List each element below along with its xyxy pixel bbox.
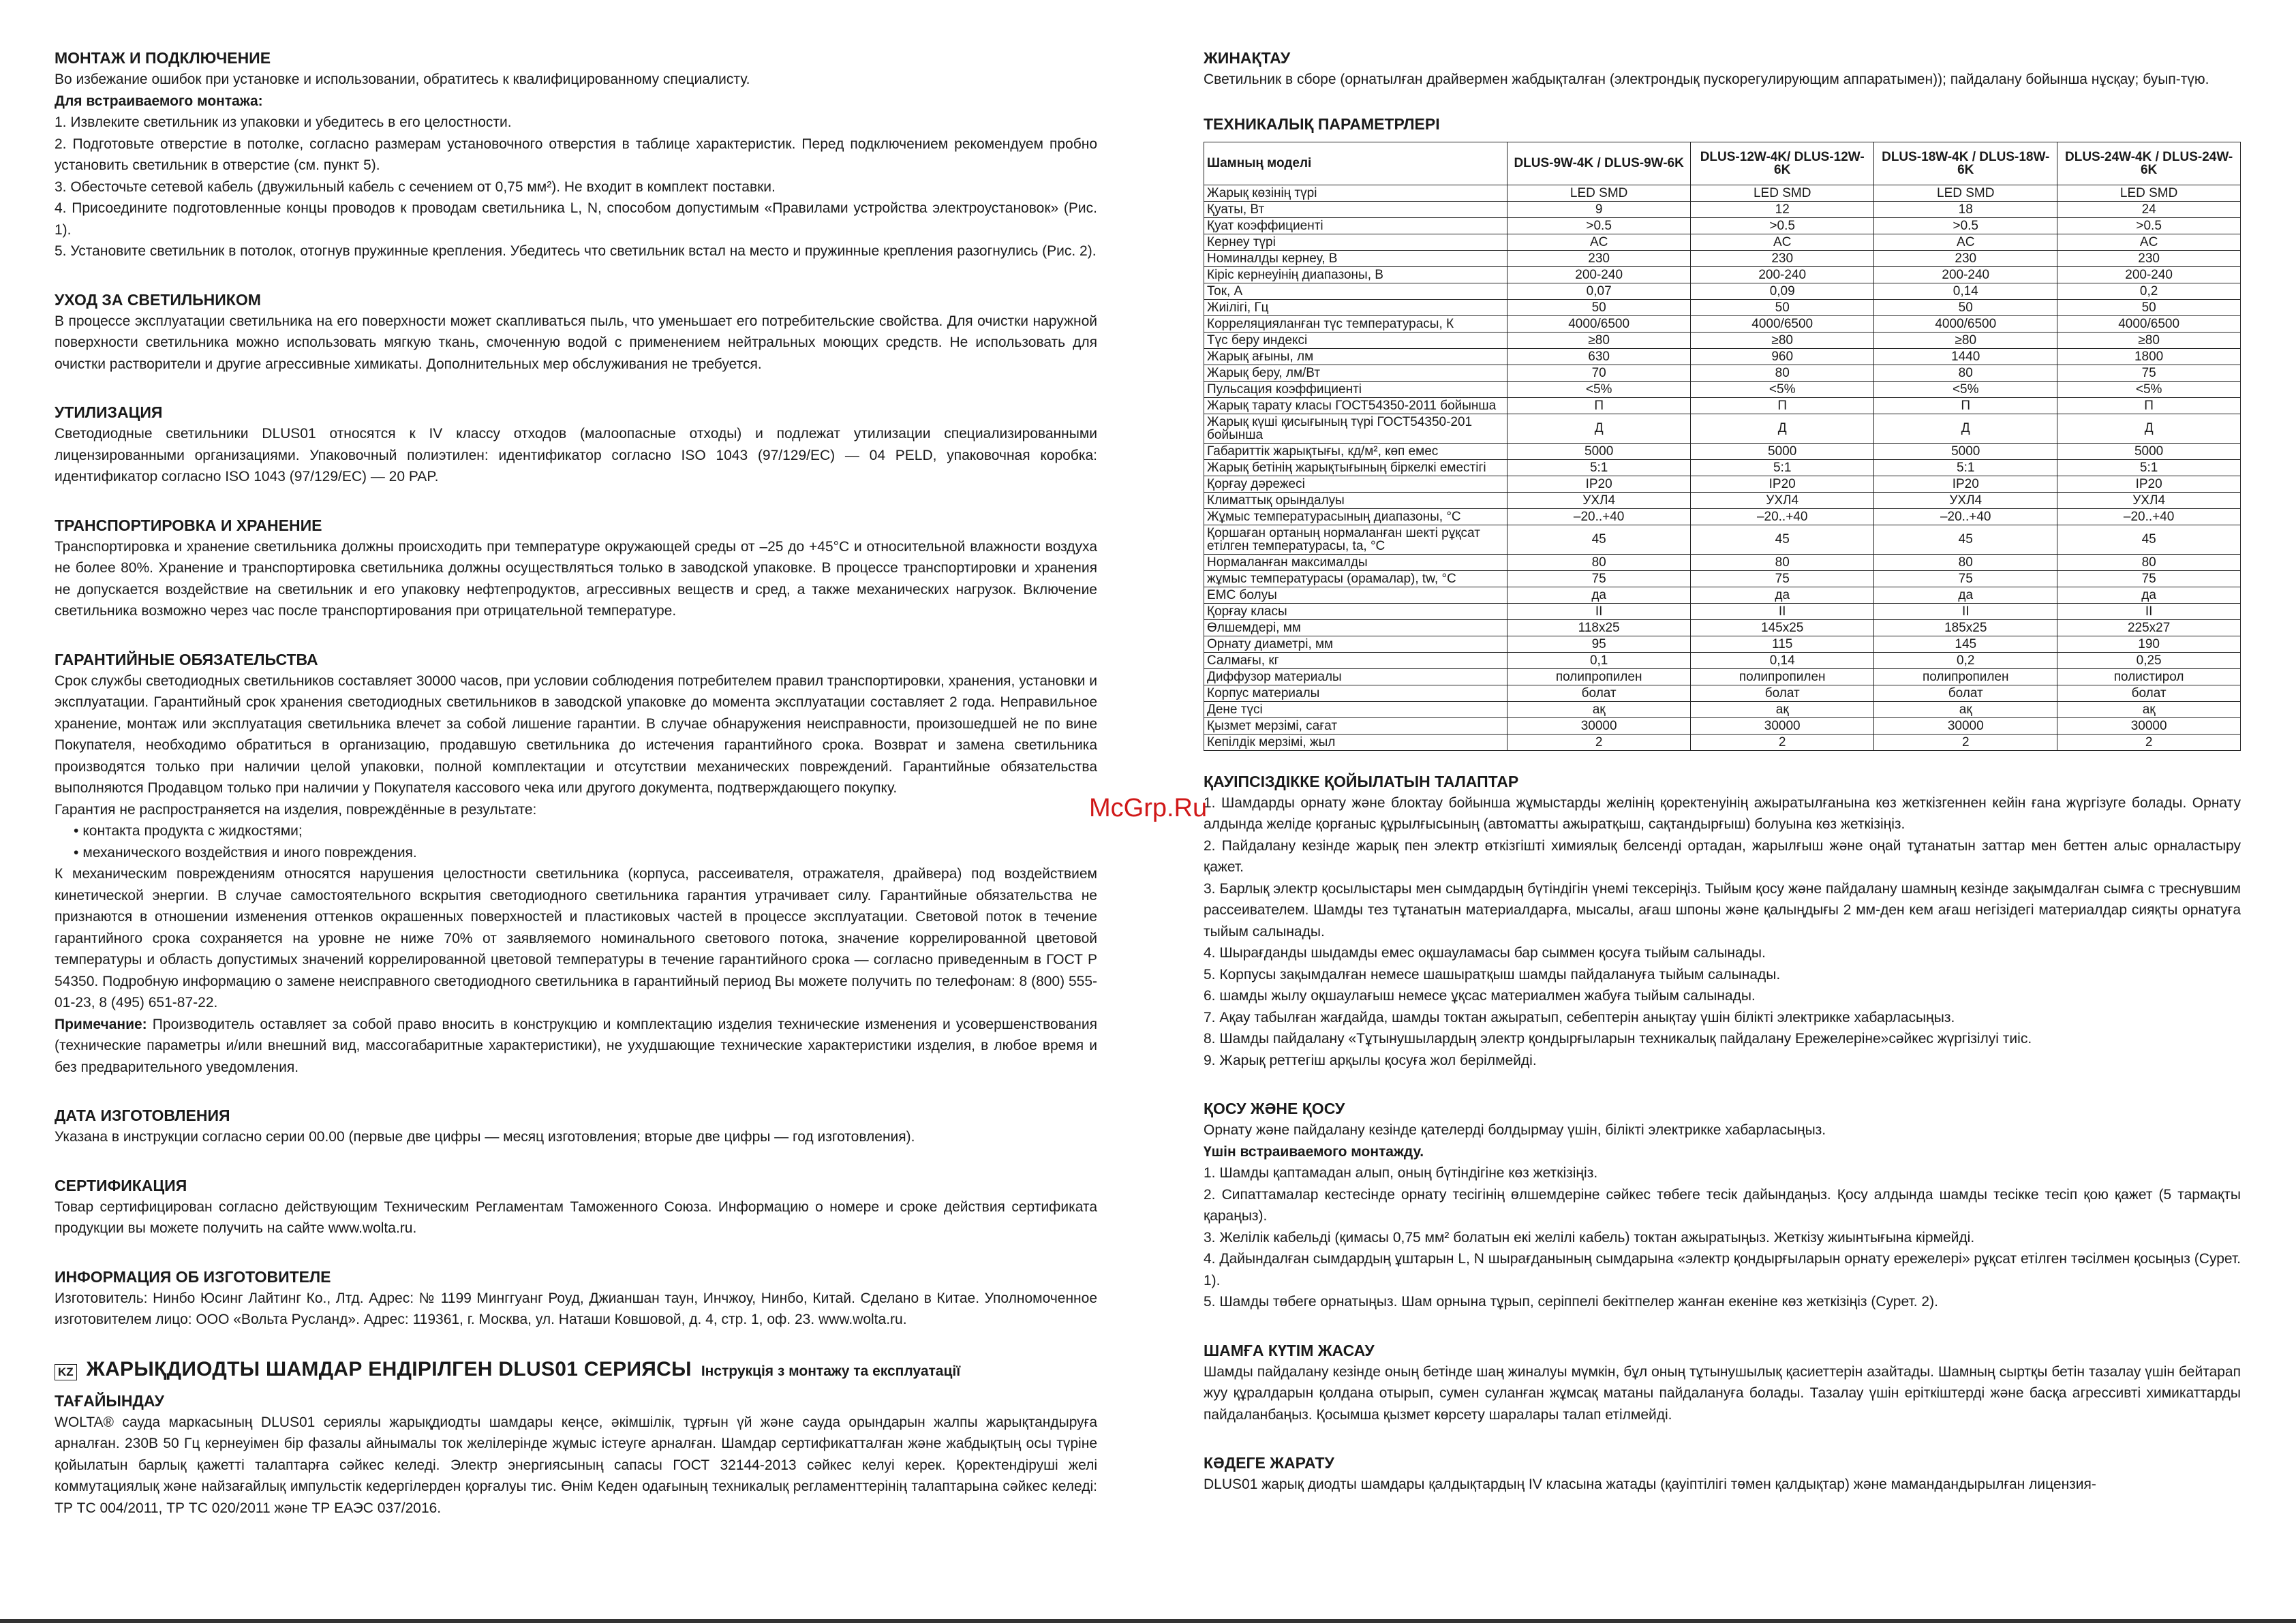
param-value-cell: 75 — [1691, 570, 1874, 587]
param-name-cell: Жарық тарату класы ГОСТ54350-2011 бойынша — [1204, 397, 1507, 414]
param-value-cell: <5% — [2057, 381, 2241, 397]
left-sections — [55, 48, 1097, 1331]
param-value-cell: 30000 — [2057, 717, 2241, 734]
param-value-cell: 2 — [1691, 734, 1874, 750]
param-value-cell: 5:1 — [1874, 459, 2057, 476]
paragraph: Указана в инструкции согласно серии 00.00 (первые две цифры — месяц изготовления; вторые две цифры — год изготовления). — [55, 1129, 915, 1145]
section — [1204, 1340, 2241, 1426]
table-row — [1204, 348, 2241, 365]
paragraph: 4. Присоедините подготовленные концы проводов к проводам светильника L, N, способом допустимым «Правилами устройства электроустановок» (Рис. 1). — [55, 200, 1097, 238]
section — [55, 290, 1097, 375]
param-value-cell: УХЛ4 — [1691, 492, 1874, 508]
param-name-cell: Түс беру индексі — [1204, 332, 1507, 348]
subheading: Үшін встраиваемого монтажду. — [1204, 1143, 1424, 1160]
param-value-cell: 5:1 — [1691, 459, 1874, 476]
param-value-cell: ≥80 — [2057, 332, 2241, 348]
section-title: ТРАНСПОРТИРОВКА И ХРАНЕНИЕ — [55, 516, 322, 534]
kz-badge: KZ — [55, 1364, 77, 1380]
param-value-cell: ≥80 — [1691, 332, 1874, 348]
param-value-cell: да — [1874, 587, 2057, 603]
table-row — [1204, 668, 2241, 685]
param-value-cell: 0,14 — [1874, 283, 2057, 299]
param-value-cell: полипропилен — [1874, 668, 2057, 685]
spec-table — [1204, 142, 2241, 751]
bullet-item: • механического воздействия и иного повреждения. — [74, 842, 1097, 864]
param-value-cell: 45 — [1691, 525, 1874, 554]
paragraph: Во избежание ошибок при установке и использовании, обратитесь к квалифицированному специалисту. — [55, 72, 750, 87]
param-name-cell: Жарық бетінің жарықтығының біркелкі еместігі — [1204, 459, 1507, 476]
param-value-cell: 80 — [1507, 554, 1691, 570]
table-row — [1204, 525, 2241, 554]
param-value-cell: 230 — [1874, 250, 2057, 266]
table-row — [1204, 250, 2241, 266]
param-value-cell: 80 — [1874, 554, 2057, 570]
param-name-cell: Кіріс кернеуінің диапазоны, В — [1204, 266, 1507, 283]
spec-table-header — [1204, 142, 2241, 185]
header-cell: DLUS-9W-4K / DLUS-9W-6K — [1507, 142, 1691, 185]
param-value-cell: болат — [1507, 685, 1691, 701]
param-name-cell: Жиілігі, Гц — [1204, 299, 1507, 315]
section — [55, 649, 1097, 1079]
section — [55, 1175, 1097, 1239]
param-value-cell: –20..+40 — [1691, 508, 1874, 525]
paragraph: 7. Ақау табылған жағдайда, шамды токтан ажыратып, себептерін анықтау үшін білікті электрикке хабарласыңыз. — [1204, 1009, 1955, 1025]
paragraph: DLUS01 жарық диодты шамдары қалдықтардың IV класына жатады (қауіптілігі төмен қалдықтар) және мамандандырылған лицензия- — [1204, 1477, 2096, 1492]
param-name-cell: Ток, А — [1204, 283, 1507, 299]
table-row — [1204, 492, 2241, 508]
param-value-cell: LED SMD — [1691, 185, 1874, 201]
section — [55, 1391, 1097, 1519]
param-value-cell: П — [1507, 397, 1691, 414]
table-row — [1204, 701, 2241, 717]
spec-table-body — [1204, 185, 2241, 750]
section-title: УХОД ЗА СВЕТИЛЬНИКОМ — [55, 290, 261, 309]
param-value-cell: LED SMD — [2057, 185, 2241, 201]
table-row — [1204, 459, 2241, 476]
param-value-cell: 0,2 — [1874, 652, 2057, 668]
param-name-cell: Қуат коэффициенті — [1204, 217, 1507, 234]
table-row — [1204, 508, 2241, 525]
header-cell: Шамның моделі — [1204, 142, 1507, 185]
table-row — [1204, 332, 2241, 348]
param-value-cell: AC — [1874, 234, 2057, 250]
header-cell: DLUS-24W-4K / DLUS-24W-6K — [2057, 142, 2241, 185]
table-row — [1204, 299, 2241, 315]
param-value-cell: 115 — [1691, 636, 1874, 652]
section-title: ИНФОРМАЦИЯ ОБ ИЗГОТОВИТЕЛЕ — [55, 1267, 331, 1286]
param-value-cell: 45 — [1874, 525, 2057, 554]
param-value-cell: Д — [2057, 414, 2241, 443]
param-value-cell: >0.5 — [2057, 217, 2241, 234]
param-name-cell: Орнату диаметрі, мм — [1204, 636, 1507, 652]
param-value-cell: 30000 — [1691, 717, 1874, 734]
table-row — [1204, 185, 2241, 201]
param-value-cell: 2 — [1874, 734, 2057, 750]
param-value-cell: 95 — [1507, 636, 1691, 652]
param-value-cell: 225x27 — [2057, 619, 2241, 636]
param-value-cell: 5000 — [2057, 443, 2241, 459]
param-value-cell: да — [1507, 587, 1691, 603]
paragraph: Изготовитель: Нинбо Юсинг Лайтинг Ко., Лтд. Адрес: № 1199 Минггуанг Роуд, Джианшан таун, Инчжоу, Нинбо, Китай. Сделано в Китае. Уполномоченное изготовителем лицо: ООО «Вольта Руcланд». Адрес: 119361, г. Москва, ул. Наташи Ковшовой, д. 4, стр. 1, оф. 23. www.wolta.ru. — [55, 1290, 1097, 1327]
param-value-cell: IP20 — [1691, 476, 1874, 492]
table-row — [1204, 266, 2241, 283]
paragraph: Шамды пайдалану кезінде оның бетінде шаң жиналуы мүмкін, бұл оның тұтынушылық қасиеттерін азайтады. Шамның сыртқы бетін тазалау үшін бейтарап жуу құралдарын қолдана отырып, сумен суланған жұмсақ матаны пайдалануға болады. Тазалау үшін еріткіштерді және басқа агрессивті химикаттарды пайдаланбаңыз. Қосымша қызмет көрсету шаралары талап етілмейді. — [1204, 1363, 2241, 1423]
paragraph: WOLTA® сауда маркасының DLUS01 сериялы жарықдиодты шамдары кеңсе, әкімшілік, тұрғын үй және сауда орындарын жалпы жарықтандыруға арналған. 230В 50 Гц кернеуімен бір фазалы айнымалы ток желілерінде жұмыс істеуге арналған. Шамдар сертификатталған және жабдықтың осы түріне қойылатын барлық қажетті талаптарға сәйкес келеді. Электр энергиясының сапасы ГОСТ 32144-2013 сәйкес келуі керек. Қоректендіруші желі коммутациялық және найзағайлық импульстік кедергілерден қорғалуы тис. Өнім Кеден одағының техникалық регламенттерінің талаптарына сәйкес келеді: ТР ТС 004/2011, ТР ТС 020/2011 және ТР ЕАЭС 037/2016. — [55, 1414, 1097, 1516]
param-value-cell: LED SMD — [1874, 185, 2057, 201]
kz-title: ЖАРЫҚДИОДТЫ ШАМДАР ЕНДІРІЛГЕН DLUS01 СЕРИЯСЫ — [86, 1357, 692, 1380]
table-title: ТЕХНИКАЛЫҚ ПАРАМЕТРЛЕРІ — [1204, 114, 1440, 133]
param-value-cell: AC — [1507, 234, 1691, 250]
section-title: МОНТАЖ И ПОДКЛЮЧЕНИЕ — [55, 49, 271, 67]
param-value-cell: 24 — [2057, 201, 2241, 217]
param-value-cell: 5000 — [1507, 443, 1691, 459]
param-name-cell: Қорғау класы — [1204, 603, 1507, 619]
table-row — [1204, 554, 2241, 570]
param-name-cell: Қуаты, Вт — [1204, 201, 1507, 217]
param-value-cell: >0.5 — [1507, 217, 1691, 234]
param-value-cell: 30000 — [1874, 717, 2057, 734]
param-value-cell: 4000/6500 — [1874, 315, 2057, 332]
param-value-cell: ақ — [1691, 701, 1874, 717]
paragraph: 4. Дайындалған сымдардың ұштарын L, N шырағданының сымдарына «электр қондырғыларын орнату ережелері» рұқсат етілген тәсілмен қосыңыз (Сурет. 1). — [1204, 1251, 2241, 1288]
header-cell: DLUS-12W-4K/ DLUS-12W-6K — [1691, 142, 1874, 185]
param-value-cell: 80 — [1691, 554, 1874, 570]
param-value-cell: II — [1691, 603, 1874, 619]
param-name-cell: Кернеу түрі — [1204, 234, 1507, 250]
param-name-cell: Климаттық орындалуы — [1204, 492, 1507, 508]
section-title: СЕРТИФИКАЦИЯ — [55, 1176, 187, 1194]
param-value-cell: 80 — [2057, 554, 2241, 570]
param-value-cell: 50 — [1691, 299, 1874, 315]
section — [55, 515, 1097, 622]
paragraph: Срок службы светодиодных светильников составляет 30000 часов, при условии соблюдения потребителем правил транспортировки, хранения, установки и эксплуатации. Гарантийный срок хранения светодиодных светильников в заводской упаковке до момента эксплуатации составляет 2 года. Неправильное хранение, монтаж или эксплуатация светильника влечет за собой лишение гарантии. В случае обнаружения неисправности, произошедшей не по вине Покупателя, необходимо обратиться в организацию, продавшую светильника до истечения гарантийного срока. Возврат и замена светильника производятся только при наличии целой упаковки, полной комплектации и отсутствии механических повреждений. Гарантийные обязательства выполняются Продавцом только при наличии у Покупателя кассового чека или другого документа, подтверждающего покупку. — [55, 673, 1097, 796]
section-title: ТАҒАЙЫНДАУ — [55, 1391, 164, 1410]
param-value-cell: ≥80 — [1507, 332, 1691, 348]
param-value-cell: 12 — [1691, 201, 1874, 217]
param-value-cell: 4000/6500 — [2057, 315, 2241, 332]
param-value-cell: 118x25 — [1507, 619, 1691, 636]
param-value-cell: 1440 — [1874, 348, 2057, 365]
param-value-cell: 200-240 — [1691, 266, 1874, 283]
table-row — [1204, 603, 2241, 619]
section — [55, 1267, 1097, 1331]
param-value-cell: болат — [2057, 685, 2241, 701]
param-name-cell: Дене түсі — [1204, 701, 1507, 717]
param-value-cell: >0.5 — [1691, 217, 1874, 234]
table-row — [1204, 685, 2241, 701]
param-value-cell: II — [1874, 603, 2057, 619]
param-value-cell: 0,1 — [1507, 652, 1691, 668]
note-text: Производитель оставляет за собой право вносить в конструкцию и комплектацию изделия технические изменения и усовершенствования (технические параметры и/или внешний вид, массогабаритные характеристики), не ухудшающие технические характеристики изделия, в любое время и без предварительного уведомления. — [55, 1016, 1097, 1075]
paragraph: 1. Извлеките светильник из упаковки и убедитесь в его целостности. — [55, 114, 512, 130]
param-value-cell: 2 — [1507, 734, 1691, 750]
param-name-cell: Номиналды кернеу, В — [1204, 250, 1507, 266]
param-value-cell: 5000 — [1691, 443, 1874, 459]
param-value-cell: <5% — [1691, 381, 1874, 397]
watermark: McGrp.Ru — [1089, 794, 1208, 822]
paragraph: К механическим повреждениям относятся нарушения целостности светильника (корпуса, рассеивателя, отражателя, драйвера) под воздействием кинетической энергии. В случае самостоятельного вскрытия светодиодного светильника гарантия утрачивает силу. Гарантийные обязательства не признаются в отношении изменения оттенков окрашенных поверхностей и пластиковых частей в процессе эксплуатации. Световой поток в течение гарантийного срока сохраняется на уровне не ниже 70% от заявляемого номинального светового потока, значение коррелированной цветовой температуры и область допустимых значений коррелированной цветовой температуры в течение гарантийного срока — согласно приведенным в ГОСТ Р 54350. Подробную информацию о замене неисправного светодиодного светильника в гарантийный период Вы можете получить по телефонам: 8 (800) 555-01-23, 8 (495) 651-87-22. — [55, 866, 1097, 1010]
kz-header — [55, 1358, 1097, 1381]
table-row — [1204, 381, 2241, 397]
table-row — [1204, 476, 2241, 492]
paragraph: 2. Подготовьте отверстие в потолке, согласно размерам установочного отверстия в таблице характеристик. Перед подключением рекомендуем пробно установить светильник в отверстие (см. пункт 5). — [55, 136, 1097, 173]
param-name-cell: ЕМС болуы — [1204, 587, 1507, 603]
paragraph: 4. Шырағданды шыдамды емес оқшауламасы бар сыммен қосуға тыйым салынады. — [1204, 945, 1766, 961]
param-value-cell: полипропилен — [1507, 668, 1691, 685]
param-value-cell: 50 — [1874, 299, 2057, 315]
param-value-cell: 5:1 — [1507, 459, 1691, 476]
right-sections — [1204, 771, 2241, 1496]
param-value-cell: 200-240 — [1507, 266, 1691, 283]
section-title: ЖИНАҚТАУ — [1204, 49, 1291, 67]
param-value-cell: полипропилен — [1691, 668, 1874, 685]
section-title: ШАМҒА КҮТІМ ЖАСАУ — [1204, 1341, 1375, 1359]
section-title: УТИЛИЗАЦИЯ — [55, 403, 163, 421]
param-value-cell: болат — [1691, 685, 1874, 701]
param-value-cell: 230 — [2057, 250, 2241, 266]
param-value-cell: IP20 — [2057, 476, 2241, 492]
param-value-cell: II — [2057, 603, 2241, 619]
paragraph: 9. Жарық реттегіш арқылы қосуға жол берілмейді. — [1204, 1052, 1537, 1068]
subheading: Для встраиваемого монтажа: — [55, 93, 263, 109]
section — [1204, 1098, 2241, 1313]
param-value-cell: 50 — [1507, 299, 1691, 315]
param-value-cell: –20..+40 — [2057, 508, 2241, 525]
table-row — [1204, 570, 2241, 587]
param-value-cell: 4000/6500 — [1691, 315, 1874, 332]
table-row — [1204, 443, 2241, 459]
table-row — [1204, 234, 2241, 250]
param-value-cell: IP20 — [1507, 476, 1691, 492]
section-title: ҚОСУ ЖӘНЕ ҚОСУ — [1204, 1100, 1345, 1117]
table-row — [1204, 619, 2241, 636]
param-value-cell: 0,2 — [2057, 283, 2241, 299]
param-value-cell: AC — [2057, 234, 2241, 250]
param-value-cell: 630 — [1507, 348, 1691, 365]
table-row — [1204, 587, 2241, 603]
section — [55, 402, 1097, 488]
paragraph: 5. Установите светильник в потолок, отогнув пружинные крепления. Убедитесь что светильник встал на место и пружинные крепления разогнулись (Рис. 2). — [55, 243, 1097, 259]
param-value-cell: полистирол — [2057, 668, 2241, 685]
right-column — [1204, 48, 2241, 1523]
param-value-cell: 75 — [2057, 570, 2241, 587]
note-paragraph — [55, 1014, 1097, 1079]
paragraph: 3. Обесточьте сетевой кабель (двужильный кабель с сечением от 0,75 мм²). Не входит в комплект поставки. — [55, 179, 776, 195]
param-value-cell: 80 — [1874, 365, 2057, 381]
table-row — [1204, 365, 2241, 381]
param-value-cell: 30000 — [1507, 717, 1691, 734]
section-title: ДАТА ИЗГОТОВЛЕНИЯ — [55, 1107, 230, 1124]
param-value-cell: 200-240 — [2057, 266, 2241, 283]
param-name-cell: Диффузор материалы — [1204, 668, 1507, 685]
kz-sections — [55, 1391, 1097, 1519]
section — [55, 48, 1097, 262]
param-value-cell: 0,25 — [2057, 652, 2241, 668]
param-name-cell: Қоршаған ортаның нормаланған шекті рұқсат етілген температурасы, ta, °С — [1204, 525, 1507, 554]
section-title: ГАРАНТИЙНЫЕ ОБЯЗАТЕЛЬСТВА — [55, 650, 318, 668]
param-name-cell: Салмағы, кг — [1204, 652, 1507, 668]
param-value-cell: болат — [1874, 685, 2057, 701]
paragraph: 5. Шамды төбеге орнатыңыз. Шам орнына тұрып, серіппелі бекітпелер жанған екеніне көз жеткізіңіз (Сурет. 2). — [1204, 1294, 1938, 1310]
param-value-cell: 1800 — [2057, 348, 2241, 365]
param-value-cell: –20..+40 — [1507, 508, 1691, 525]
param-value-cell: 75 — [1874, 570, 2057, 587]
left-column — [55, 48, 1097, 1546]
paragraph: Транспортировка и хранение светильника должны происходить при температуре окружающей среды от –25 до +45°C и относительной влажности воздуха не более 80%. Хранение и транспортировка светильника должны осуществляться только в заводской упаковке. В процессе транспортировки и хранения не допускается воздействие на светильник и его упаковку нефтепродуктов, агрессивных веществ и сред, а также механических нагрузок. Включение светильника возможно через час после транспортирования при отрицательной температуре. — [55, 538, 1097, 619]
paragraph: 2. Сипаттамалар кестесінде орнату тесігінің өлшемдеріне сәйкес төбеге тесік дайындаңыз. Қосу алдында шамды тесікке тесіп қою қажет (5 тармақты қараңыз). — [1204, 1186, 2241, 1224]
param-name-cell: Өлшемдері, мм — [1204, 619, 1507, 636]
param-value-cell: 145x25 — [1691, 619, 1874, 636]
table-row — [1204, 734, 2241, 750]
param-value-cell: 960 — [1691, 348, 1874, 365]
param-name-cell: жұмыс температурасы (орамалар), tw, °С — [1204, 570, 1507, 587]
param-value-cell: ақ — [1874, 701, 2057, 717]
param-value-cell: 45 — [2057, 525, 2241, 554]
paragraph: 8. Шамды пайдалану «Тұтынушылардың электр қондырғыларын техникалық пайдалану Ережелеріне»сәйкес жүргізілуі тиіс. — [1204, 1031, 2032, 1047]
table-row — [1204, 636, 2241, 652]
header-cell: DLUS-18W-4K / DLUS-18W-6K — [1874, 142, 2057, 185]
section — [55, 1105, 1097, 1148]
param-name-cell: Қызмет мерзімі, сағат — [1204, 717, 1507, 734]
param-value-cell: 0,07 — [1507, 283, 1691, 299]
paragraph: 2. Пайдалану кезінде жарық пен электр өткізгішті химиялық белсенді ортадан, жарылғыш және оңай тұтанатын заттар мен беттен алыс орналастыру қажет. — [1204, 837, 2241, 875]
param-value-cell: 230 — [1691, 250, 1874, 266]
table-row — [1204, 717, 2241, 734]
paragraph: 5. Корпусы зақымдалған немесе шашыратқыш шамды пайдалануға тыйым салынады. — [1204, 966, 1781, 983]
param-name-cell: Нормаланған максималды — [1204, 554, 1507, 570]
param-value-cell: 190 — [2057, 636, 2241, 652]
table-row — [1204, 397, 2241, 414]
bullet-item: • контакта продукта с жидкостями; — [74, 820, 1097, 842]
param-value-cell: 50 — [2057, 299, 2241, 315]
param-value-cell: да — [2057, 587, 2241, 603]
param-value-cell: УХЛ4 — [1507, 492, 1691, 508]
table-row — [1204, 283, 2241, 299]
param-value-cell: 2 — [2057, 734, 2241, 750]
param-name-cell: Жұмыс температурасының диапазоны, °С — [1204, 508, 1507, 525]
param-name-cell: Пульсация коэффициенті — [1204, 381, 1507, 397]
kz-subtitle: Інструкція з монтажу та експлуатації — [701, 1363, 961, 1379]
param-value-cell: П — [1874, 397, 2057, 414]
param-value-cell: УХЛ4 — [1874, 492, 2057, 508]
paragraph: 1. Шамдарды орнату және блоктау бойынша жұмыстарды желінің қоректенуінің ажыратылғанына көз жеткізгеннен кейін ғана жүргізуге болады. Орнату алдында желіде қорғаныс құрылғысының (автоматты ажыратқыш, сақтандырғыш) болуына көз жеткізіңіз. — [1204, 794, 2241, 832]
param-value-cell: ≥80 — [1874, 332, 2057, 348]
param-value-cell: да — [1691, 587, 1874, 603]
param-name-cell: Жарық күші қисығының түрі ГОСТ54350-201 бойынша — [1204, 414, 1507, 443]
param-value-cell: 45 — [1507, 525, 1691, 554]
paragraph: В процессе эксплуатации светильника на его поверхности может скапливаться пыль, что уменьшает его потребительские свойства. Для очистки наружной поверхности светильника можно использовать мягкую ткань, смоченную водой с применением нейтральных моющих средств. Не использовать для очистки растворители и другие агрессивные химикаты. Дополнительных мер обслуживания не требуется. — [55, 313, 1097, 372]
param-value-cell: 145 — [1874, 636, 2057, 652]
param-value-cell: 4000/6500 — [1507, 315, 1691, 332]
param-value-cell: П — [2057, 397, 2241, 414]
section-title: ҚАУІПСІЗДІККЕ ҚОЙЫЛАТЫН ТАЛАПТАР — [1204, 772, 1519, 790]
param-value-cell: IP20 — [1874, 476, 2057, 492]
param-name-cell: Жарық беру, лм/Вт — [1204, 365, 1507, 381]
param-name-cell: Корпус материалы — [1204, 685, 1507, 701]
param-name-cell: Жарық көзінің түрі — [1204, 185, 1507, 201]
table-row — [1204, 414, 2241, 443]
param-value-cell: 0,14 — [1691, 652, 1874, 668]
table-row — [1204, 217, 2241, 234]
section-zhinaktau — [1204, 48, 2241, 91]
param-value-cell: 75 — [2057, 365, 2241, 381]
param-value-cell: Д — [1507, 414, 1691, 443]
param-value-cell: AC — [1691, 234, 1874, 250]
param-value-cell: 80 — [1691, 365, 1874, 381]
param-value-cell: ақ — [2057, 701, 2241, 717]
param-name-cell: Кепілдік мерзімі, жыл — [1204, 734, 1507, 750]
param-value-cell: Д — [1691, 414, 1874, 443]
param-value-cell: –20..+40 — [1874, 508, 2057, 525]
page-bottom-edge — [0, 1619, 2296, 1623]
table-row — [1204, 315, 2241, 332]
param-value-cell: 0,09 — [1691, 283, 1874, 299]
table-row — [1204, 201, 2241, 217]
param-value-cell: LED SMD — [1507, 185, 1691, 201]
section — [1204, 1453, 2241, 1496]
section-title: КӘДЕГЕ ЖАРАТУ — [1204, 1454, 1334, 1472]
param-name-cell: Қорғау дәрежесі — [1204, 476, 1507, 492]
param-value-cell: 5:1 — [2057, 459, 2241, 476]
param-value-cell: УХЛ4 — [2057, 492, 2241, 508]
paragraph: 6. шамды жылу оқшаулағыш немесе ұқсас материалмен жабуға тыйым салынады. — [1204, 988, 1756, 1004]
param-value-cell: <5% — [1507, 381, 1691, 397]
paragraph: 3. Желілік кабельді (қимасы 0,75 мм² болатын екі желілі кабель) токтан ажыратыңыз. Жеткізу жиынтығына кірмейді. — [1204, 1229, 1975, 1246]
paragraph: Орнату және пайдалану кезінде қателерді болдырмау үшін, білікті электрикке хабарласыңыз. — [1204, 1122, 1826, 1138]
param-name-cell: Корреляцияланған түс температурасы, К — [1204, 315, 1507, 332]
paragraph: Светодиодные светильники DLUS01 относятся к IV классу отходов (малоопасные отходы) и подлежат утилизации специализированными лицензированными организациями. Упаковочный полиэтилен: идентификатор согласно ISO 1043 (97/129/EC) — 04 PELD, упаковочная коробка: идентификатор согласно ISO 1043 (97/129/EC) — 20 PAP. — [55, 426, 1097, 484]
section-text: Светильник в сборе (орнатылған драйвермен жабдықталған (электрондық пускорегулирующим аппаратымен)); пайдалану бойынша нұсқау; буып-түю. — [1204, 72, 2209, 87]
param-name-cell: Жарық ағыны, лм — [1204, 348, 1507, 365]
note-label: Примечание: — [55, 1016, 147, 1032]
param-value-cell: II — [1507, 603, 1691, 619]
param-value-cell: >0.5 — [1874, 217, 2057, 234]
param-value-cell: 230 — [1507, 250, 1691, 266]
section — [1204, 771, 2241, 1072]
param-value-cell: 185x25 — [1874, 619, 2057, 636]
param-value-cell: 9 — [1507, 201, 1691, 217]
param-name-cell: Габариттік жарықтығы, кд/м², көп емес — [1204, 443, 1507, 459]
param-value-cell: <5% — [1874, 381, 2057, 397]
paragraph: 1. Шамды қаптамадан алып, оның бүтіндігіне көз жеткізіңіз. — [1204, 1165, 1598, 1181]
param-value-cell: 18 — [1874, 201, 2057, 217]
paragraph: 3. Барлық электр қосылыстары мен сымдардың бүтіндігін үнемі тексеріңіз. Тыйым қосу және пайдалану шамның кезінде зақымдалған сымға с треснувшим рассеивателем. Шамды тез тұтанатын материалдарға, мысалы, ағаш шпоны және қалыңдығы 2 мм-ден кем ағаш негізідегі материалдар сияқты орнатуға тыйым салынады. — [1204, 880, 2241, 940]
param-value-cell: Д — [1874, 414, 2057, 443]
table-row — [1204, 652, 2241, 668]
paragraph: Гарантия не распространяется на изделия, повреждённые в результате: — [55, 801, 537, 818]
param-value-cell: 200-240 — [1874, 266, 2057, 283]
param-value-cell: 75 — [1507, 570, 1691, 587]
param-value-cell: 70 — [1507, 365, 1691, 381]
param-value-cell: П — [1691, 397, 1874, 414]
paragraph: Товар сертифицирован согласно действующим Техническим Регламентам Таможенного Союза. Информацию о номере и сроке действия сертификата продукции вы можете получить на сайте www.wolta.ru. — [55, 1199, 1097, 1236]
param-value-cell: 5000 — [1874, 443, 2057, 459]
param-value-cell: ақ — [1507, 701, 1691, 717]
